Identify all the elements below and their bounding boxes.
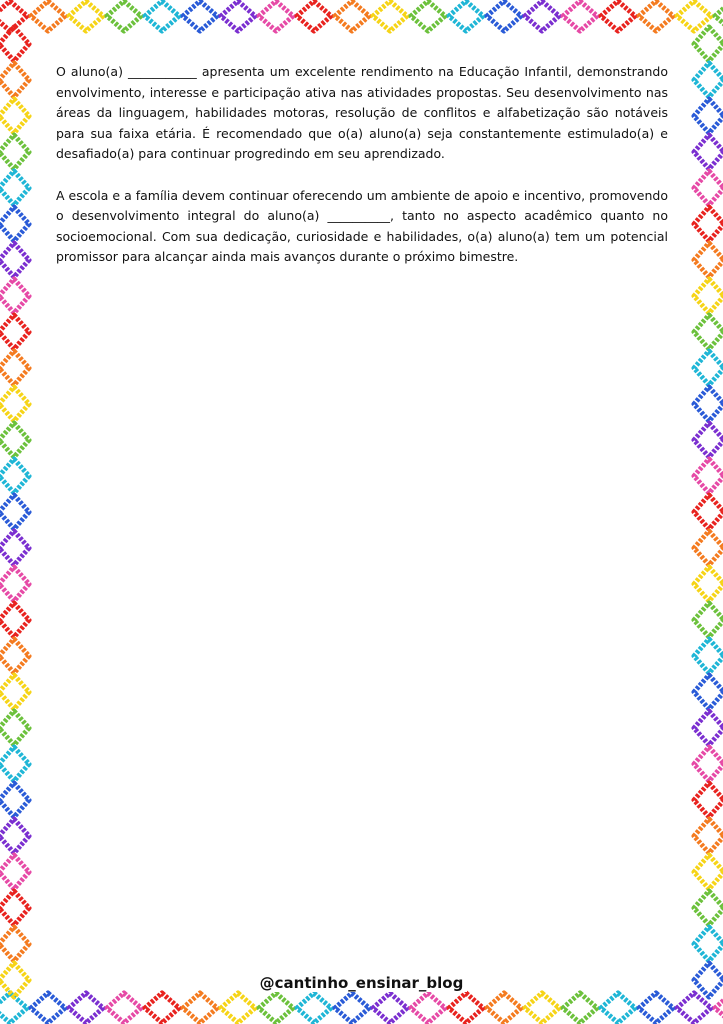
border-link-right bbox=[694, 495, 723, 529]
border-link-bottom bbox=[487, 993, 521, 1023]
border-link-bottom bbox=[31, 993, 65, 1023]
border-link-right bbox=[694, 891, 723, 925]
border-link-bottom bbox=[107, 993, 141, 1023]
border-link-top bbox=[297, 1, 331, 31]
border-link-bottom bbox=[145, 993, 179, 1023]
border-link-right bbox=[694, 423, 723, 457]
border-link-left bbox=[0, 531, 29, 565]
border-link-bottom bbox=[563, 993, 597, 1023]
border-link-bottom bbox=[259, 993, 293, 1023]
border-link-right bbox=[694, 135, 723, 169]
footer-credit-text: @cantinho_ensinar_blog bbox=[256, 974, 468, 992]
border-link-top bbox=[715, 1, 723, 31]
border-link-left bbox=[0, 351, 29, 385]
border-link-left bbox=[0, 315, 29, 349]
report-text bbox=[56, 62, 668, 289]
border-link-bottom bbox=[639, 993, 673, 1023]
border-link-bottom bbox=[449, 993, 483, 1023]
border-link-left bbox=[0, 783, 29, 817]
border-link-left bbox=[0, 423, 29, 457]
border-link-left bbox=[0, 639, 29, 673]
border-link-top bbox=[145, 1, 179, 31]
border-link-bottom bbox=[373, 993, 407, 1023]
border-link-right bbox=[694, 171, 723, 205]
border-link-left bbox=[0, 891, 29, 925]
border-link-right bbox=[694, 819, 723, 853]
border-link-bottom bbox=[221, 993, 255, 1023]
border-link-bottom bbox=[715, 993, 723, 1023]
border-link-top bbox=[107, 1, 141, 31]
border-link-top bbox=[601, 1, 635, 31]
border-link-left bbox=[0, 855, 29, 889]
report-paragraph-1: O aluno(a) ___________ apresenta um excelente rendimento na Educação Infantil, demonstrando envolvimento, interesse e participação ativa nas atividades propostas. Seu desenvolvimento nas áreas da linguagem, habilidades motoras, resolução de conflitos e alfabetização são notáveis para sua faixa etária. É recomendado que o(a) aluno(a) seja constantemente estimulado(a) e desafiado(a) para continuar progredindo em seu aprendizado. bbox=[56, 64, 668, 161]
border-link-left bbox=[0, 567, 29, 601]
border-link-top bbox=[373, 1, 407, 31]
border-link-bottom bbox=[335, 993, 369, 1023]
border-link-left bbox=[0, 99, 29, 133]
border-link-top bbox=[31, 1, 65, 31]
footer-credit bbox=[0, 974, 723, 992]
border-link-right bbox=[694, 243, 723, 277]
border-link-left bbox=[0, 495, 29, 529]
border-link-top bbox=[259, 1, 293, 31]
border-link-right bbox=[694, 387, 723, 421]
border-link-top bbox=[525, 1, 559, 31]
border-link-top bbox=[183, 1, 217, 31]
border-link-left bbox=[0, 171, 29, 205]
border-link-bottom bbox=[601, 993, 635, 1023]
border-link-top bbox=[335, 1, 369, 31]
border-link-top bbox=[221, 1, 255, 31]
border-link-right bbox=[694, 459, 723, 493]
border-link-left bbox=[0, 675, 29, 709]
border-link-top bbox=[69, 1, 103, 31]
border-link-right bbox=[694, 315, 723, 349]
border-link-left bbox=[0, 387, 29, 421]
border-link-left bbox=[0, 459, 29, 493]
border-link-top bbox=[639, 1, 673, 31]
report-paragraph-2: A escola e a família devem continuar oferecendo um ambiente de apoio e incentivo, promovendo o desenvolvimento integral do aluno(a) __________, tanto no aspecto acadêmico quanto no socioemocional. Com sua dedicação, curiosidade e habilidades, o(a) aluno(a) tem um potencial promissor para alcançar ainda mais avanços durante o próximo bimestre. bbox=[56, 187, 668, 264]
border-link-right bbox=[694, 603, 723, 637]
border-link-left bbox=[0, 135, 29, 169]
border-link-right bbox=[694, 531, 723, 565]
border-link-right bbox=[694, 567, 723, 601]
border-link-bottom bbox=[411, 993, 445, 1023]
border-link-right bbox=[694, 927, 723, 961]
border-link-right bbox=[694, 675, 723, 709]
border-link-left bbox=[0, 243, 29, 277]
border-link-right bbox=[694, 783, 723, 817]
border-link-left bbox=[0, 603, 29, 637]
border-link-right bbox=[694, 711, 723, 745]
border-link-right bbox=[694, 351, 723, 385]
border-link-left bbox=[0, 711, 29, 745]
border-link-right bbox=[694, 27, 723, 61]
border-link-bottom bbox=[69, 993, 103, 1023]
border-link-top bbox=[563, 1, 597, 31]
border-link-bottom bbox=[183, 993, 217, 1023]
border-link-left bbox=[0, 27, 29, 61]
border-link-right bbox=[694, 279, 723, 313]
border-link-right bbox=[694, 855, 723, 889]
border-link-left bbox=[0, 207, 29, 241]
border-link-left bbox=[0, 819, 29, 853]
border-link-top bbox=[449, 1, 483, 31]
border-link-left bbox=[0, 279, 29, 313]
border-link-top bbox=[411, 1, 445, 31]
border-link-right bbox=[694, 207, 723, 241]
border-link-right bbox=[694, 747, 723, 781]
border-link-right bbox=[694, 639, 723, 673]
border-link-left bbox=[0, 747, 29, 781]
border-link-left bbox=[0, 63, 29, 97]
border-link-bottom bbox=[677, 993, 711, 1023]
border-link-top bbox=[677, 1, 711, 31]
border-link-right bbox=[694, 99, 723, 133]
border-link-right bbox=[694, 63, 723, 97]
border-link-top bbox=[487, 1, 521, 31]
border-link-bottom bbox=[297, 993, 331, 1023]
border-link-left bbox=[0, 927, 29, 961]
border-link-bottom bbox=[525, 993, 559, 1023]
